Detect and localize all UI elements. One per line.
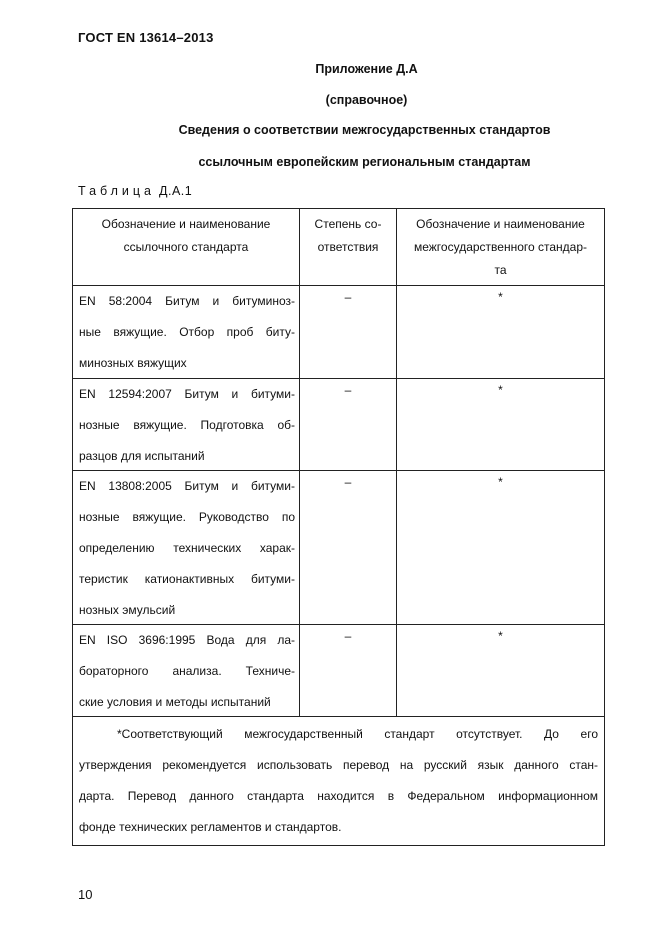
- cell-line: нозных эмульсий: [79, 603, 176, 617]
- table-row: [73, 286, 604, 379]
- table-caption: [78, 184, 192, 198]
- annex-type: (справочное): [325, 93, 408, 107]
- cell-line: разцов для испытаний: [79, 449, 205, 463]
- cell-line: EN 13808:2005 Битум и битуми-: [79, 479, 295, 493]
- cell-line: EN 12594:2007 Битум и битуми-: [79, 387, 295, 401]
- cell-line: бораторного анализа. Техниче-: [79, 664, 295, 678]
- reference-standard-cell: [73, 286, 300, 378]
- reference-standard-cell: [73, 379, 300, 470]
- table-caption-word: Таблица: [78, 184, 156, 198]
- cell-line: определению технических харак-: [79, 541, 295, 555]
- table-footnote: [73, 717, 604, 845]
- page-number: 10: [78, 887, 93, 902]
- header-cell-degree: [300, 209, 397, 285]
- degree-cell: –: [300, 471, 397, 624]
- interstate-standard-cell: *: [498, 629, 503, 643]
- cell-line: ские условия и методы испытаний: [79, 695, 271, 709]
- footnote-line: утверждения рекомендуется использовать перевод на русский язык данного стан-: [79, 758, 598, 772]
- cell-line: EN ISO 3696:1995 Вода для ла-: [79, 633, 295, 647]
- degree-cell: –: [300, 625, 397, 716]
- interstate-standard-cell: *: [498, 475, 503, 489]
- cell-line: ные вяжущие. Отбор проб биту-: [79, 325, 295, 339]
- degree-cell: –: [300, 286, 397, 378]
- interstate-standard-cell: *: [498, 290, 503, 304]
- standard-code: ГОСТ EN 13614–2013: [78, 30, 214, 45]
- header-text: та: [494, 263, 507, 277]
- table-header-row: [73, 209, 604, 286]
- header-text: Обозначение и наименование: [101, 217, 271, 231]
- cell-line: нозные вяжущие. Подготовка об-: [79, 418, 295, 432]
- reference-standard-cell: [73, 625, 300, 716]
- header-cell-interstate: [397, 209, 604, 285]
- table-row: [73, 625, 604, 717]
- header-text: Обозначение и наименование: [416, 217, 585, 231]
- table-row: [73, 379, 604, 471]
- annex-title: Приложение Д.А: [315, 62, 418, 76]
- degree-cell: –: [300, 379, 397, 470]
- footnote-text: *Соответствующий межгосударственный стандарт отсутствует. До его: [117, 727, 598, 741]
- correspondence-table: [72, 208, 605, 846]
- cell-line: EN 58:2004 Битум и битуминоз-: [79, 294, 295, 308]
- table-caption-number: Д.А.1: [159, 184, 193, 198]
- footnote-line: дарта. Перевод данного стандарта находится в Федеральном информационном: [79, 789, 598, 803]
- footnote-line: фонде технических регламентов и стандартов.: [79, 820, 342, 834]
- cell-line: теристик катионактивных битуми-: [79, 572, 295, 586]
- interstate-standard-cell: *: [498, 383, 503, 397]
- annex-heading-line1: Сведения о соответствии межгосударственных стандартов: [178, 123, 551, 137]
- cell-line: нозные вяжущие. Руководство по: [79, 510, 295, 524]
- annex-heading-line2: ссылочным европейским региональным стандартам: [198, 155, 531, 169]
- header-text: ответствия: [317, 240, 379, 254]
- footnote-line: [79, 719, 598, 750]
- header-text: Степень со-: [314, 217, 382, 231]
- cell-line: минозных вяжущих: [79, 356, 187, 370]
- reference-standard-cell: [73, 471, 300, 624]
- header-text: ссылочного стандарта: [123, 240, 249, 254]
- table-row: [73, 471, 604, 625]
- header-cell-reference: [73, 209, 300, 285]
- header-text: межгосударственного стандар-: [413, 240, 588, 254]
